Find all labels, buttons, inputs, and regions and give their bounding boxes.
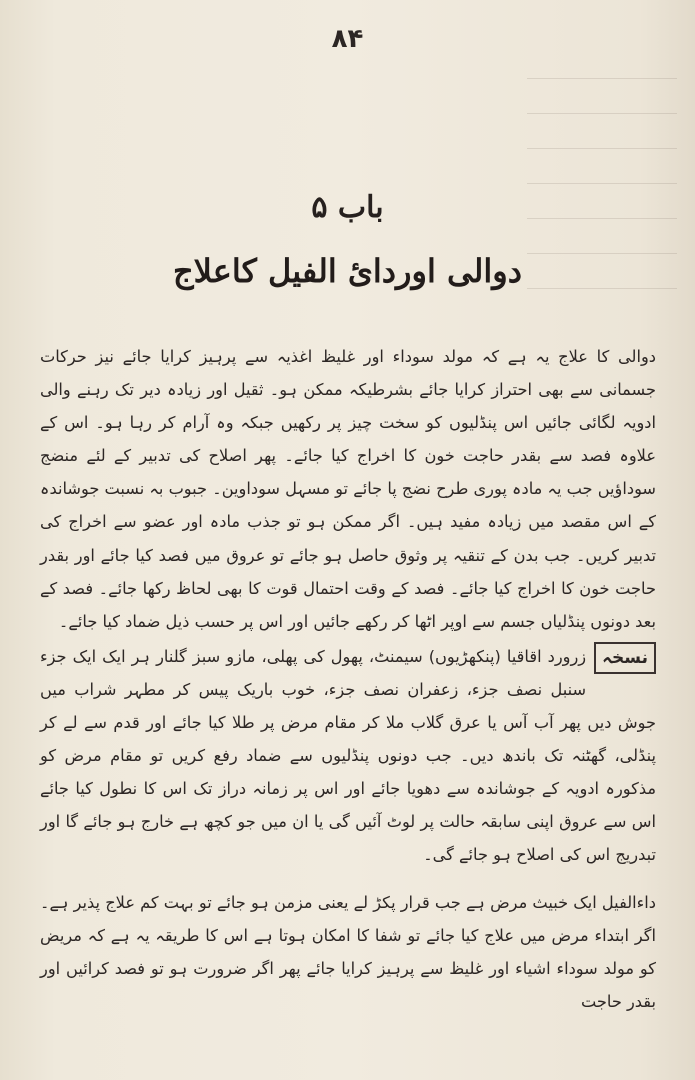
body-text (40, 340, 656, 1018)
paragraph-elephantiasis: داءالفیل ایک خبیث مرض ہے جب قرار پکڑ لے یعنی مزمن ہو جائے تو بہت کم علاج پذیر ہے۔ اگر ابتداء مرض میں علاج کیا جائے تو شفا کا امکان ہوتا ہے اس کا طریقہ یہ ہے کہ مریض کو مولد سوداء اشیاء اور غلیظ سے پرہیز کرایا جائے پھر اگر ضرورت ہو تو فصد کرائیں اور بقدر حاجت (40, 892, 656, 1011)
chapter-title: باب ۵ (311, 190, 384, 225)
prescription-block (40, 640, 656, 872)
prescription-label: نسخہ (594, 642, 656, 674)
page-number: ۸۴ (331, 24, 364, 54)
section-heading: دوالی اوردائ الفیل کاعلاج (173, 252, 522, 290)
paragraph-treatment: دوالی کا علاج یہ ہے کہ مولد سوداء اور غلیظ اغذیہ سے پرہیز کرایا جائے نیز حرکات جسمانی سے بھی احتراز کرایا جائے بشرطیکہ ممکن ہو۔ ثقیل اور زیادہ دیر تک رہنے والی ادویہ لگائی جائیں اس پنڈلیوں کو سخت چیز پر رکھیں جبکہ وہ آرام کر رہا ہو۔ اس کے علاوہ فصد سے بقدر حاجت خون کا اخراج کیا جائے۔ پھر اصلاح کی تدبیر کے لئے منضج سوداؤیں جب یہ مادہ پوری طرح نضج پا جائے تو مسہل سوداوین۔ جبوب بہ نسبت جوشاندہ کے اس مقصد میں زیادہ مفید ہیں۔ اگر ممکن ہو تو جذب مادہ اور عضو سے اخراج کی تدبیر کریں۔ جب بدن کے تنقیہ پر وثوق حاصل ہو جائے تو عروق میں فصد کیا جائے اور بقدر حاجت خون کا اخراج کیا جائے۔ فصد کے وقت احتمال قوت کا بھی لحاظ رکھا جائے۔ فصد کے بعد دونوں پنڈلیاں جسم سے اوپر اٹھا کر رکھے جائیں اور اس پر حسب ذیل ضماد کیا جائے۔ (40, 347, 656, 631)
prescription-text: زرورد اقاقیا (پنکھڑیوں) سیمنٹ، پھول کی پھلی، مازو سبز گلنار ہر ایک ایک جزء سنبل نصف جزء، زعفران نصف جزء، خوب باریک پیس کر مطہر شراب میں جوش دیں پھر آب آس یا عرق گلاب ملا کر مقام مرض پر طلا کیا جائے اور قدم سے لے کر پنڈلی، گھٹنہ تک باندھ دیں۔ جب دونوں پنڈلیوں سے ضماد رفع کریں تو مقام مرض کو مذکورہ ادویہ کے جوشاندہ سے دھویا جائے اور اس پر زمانہ دراز تک اس کا نطول کیا جائے اس سے عروق اپنی سابقہ حالت پر لوٹ آئیں گی یا ان میں جو کچھ ہے خارج ہو جائے گا اور تبدریج اس کی اصلاح ہو جائے گی۔ (40, 646, 656, 865)
